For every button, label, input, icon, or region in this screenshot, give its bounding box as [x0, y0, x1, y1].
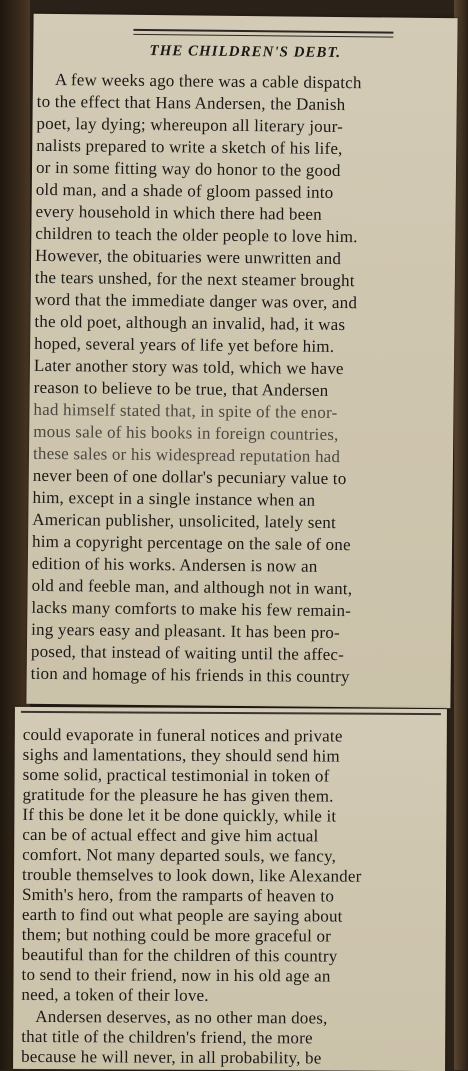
title-rule-thin — [133, 34, 393, 38]
article-title: THE CHILDREN'S DEBT. — [149, 43, 342, 62]
clipping-bottom — [13, 707, 447, 1071]
text-line: sighs and lamentations, they should send him — [22, 744, 340, 766]
text-line: However, the obituaries were unwritten and — [34, 245, 342, 269]
text-line: Later another story was told, which we have — [33, 355, 344, 379]
text-line: Smith's hero, from the ramparts of heaven to — [21, 884, 335, 906]
text-line: need, a token of their love. — [21, 984, 209, 1005]
text-line: trouble themselves to look down, like Alexander — [22, 864, 362, 886]
text-line: edition of his works. Andersen is now an — [31, 553, 318, 576]
text-line: to the effect that Hans Andersen, the Danish — [36, 91, 346, 115]
text-line: American publisher, unsolicited, lately sent — [32, 509, 337, 532]
text-line: because he will never, in all probability, be — [21, 1046, 322, 1068]
text-line: could evaporate in funeral notices and private — [22, 724, 343, 746]
text-line: him, except in a single instance when an — [32, 487, 316, 510]
text-line: the tears unshed, for the next steamer brought — [34, 267, 355, 291]
text-line: every household in which there had been — [35, 201, 322, 224]
text-line: can be of actual effect and give him actual — [22, 824, 319, 846]
text-line: or in some fitting way do honor to the good — [35, 157, 341, 181]
text-line: comfort. Not many departed souls, we fancy, — [22, 844, 337, 866]
text-line: these sales or his widespread reputation had — [32, 443, 341, 467]
text-line: gratitude for the pleasure he has given them. — [22, 784, 334, 806]
text-line: mous sale of his books in foreign countries, — [33, 421, 339, 445]
article-body-bottom — [15, 724, 447, 1068]
text-line: beautiful than for the children of this country — [21, 944, 338, 966]
text-line: A few weeks ago there was a cable dispatch — [54, 70, 362, 93]
text-line: old man, and a shade of gloom passed into — [35, 179, 334, 202]
text-line: word that the immediate danger was over, and — [34, 289, 358, 313]
text-line: ing years easy and pleasant. It has been pro- — [31, 619, 341, 643]
text-line: tion and homage of his friends in this country — [30, 663, 350, 687]
cut-rule — [21, 711, 441, 715]
text-line: poet, lay dying; whereupon all literary jour- — [36, 113, 344, 137]
text-line: the old poet, although an invalid, had, it was — [34, 311, 346, 335]
text-line: lacks many comforts to make his few remain- — [31, 597, 352, 621]
text-line: had himself stated that, in spite of the enor- — [33, 399, 338, 423]
text-line: nalists prepared to write a sketch of his life, — [36, 135, 343, 159]
text-line: never been of one dollar's pecuniary value to — [32, 465, 347, 489]
article-body-top — [30, 70, 457, 687]
text-line: earth to find out what people are saying about — [21, 904, 343, 926]
text-line: them; but nothing could be more graceful or — [21, 924, 332, 946]
text-line: old and feeble man, and although not in want, — [31, 575, 353, 599]
title-rule — [133, 29, 393, 34]
text-line: Andersen deserves, as no other man does, — [35, 1006, 328, 1028]
text-line: children to teach the older people to love him. — [35, 223, 358, 247]
clipping-top — [26, 14, 457, 708]
text-line: some solid, practical testimonial in token of — [22, 764, 330, 786]
text-line: reason to believe to be true, that Andersen — [33, 377, 329, 400]
text-line: him a copyright percentage on the sale of one — [32, 531, 351, 555]
text-line: hoped, several years of life yet before him. — [34, 333, 335, 356]
text-line: to send to their friend, now in his old age an — [21, 964, 331, 986]
text-line: that title of the children's friend, the more — [21, 1026, 313, 1048]
text-line: If this be done let it be done quickly, while it — [22, 804, 337, 826]
text-line: posed, that instead of waiting until the affec- — [30, 641, 345, 665]
